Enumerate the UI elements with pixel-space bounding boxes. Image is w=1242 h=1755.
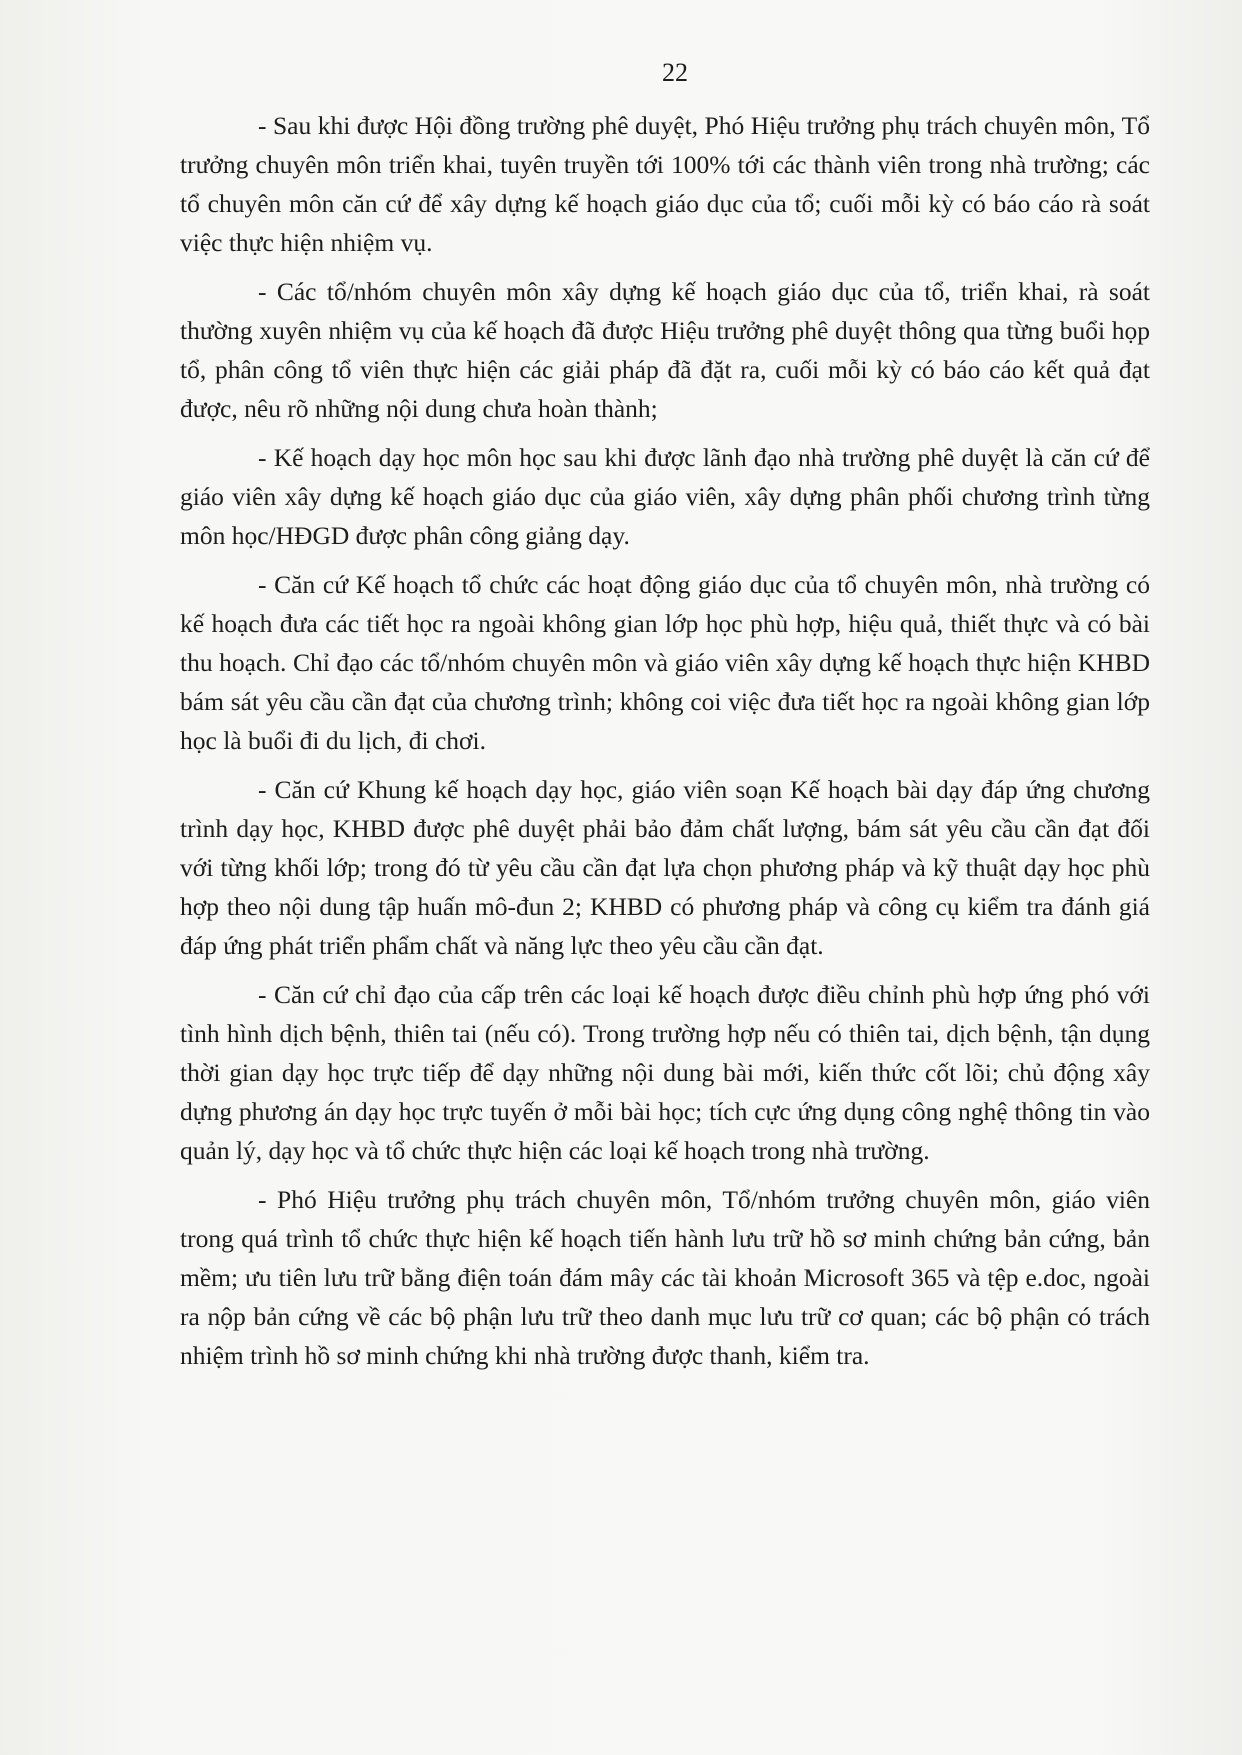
paragraph-2: - Các tổ/nhóm chuyên môn xây dựng kế hoạch giáo dục của tổ, triển khai, rà soát thường xuyên nhiệm vụ của kế hoạch đã được Hiệu trưởng phê duyệt thông qua từng buổi họp tổ, phân công tổ viên thực hiện các giải pháp đã đặt ra, cuối mỗi kỳ có báo cáo kết quả đạt được, nêu rõ những nội dung chưa hoàn thành;	[180, 277, 1150, 423]
paragraph-5: - Căn cứ Khung kế hoạch dạy học, giáo viên soạn Kế hoạch bài dạy đáp ứng chương trình dạy học, KHBD được phê duyệt phải bảo đảm chất lượng, bám sát yêu cầu cần đạt đối với từng khối lớp; trong đó từ yêu cầu cần đạt lựa chọn phương pháp và kỹ thuật dạy học phù hợp theo nội dung tập huấn mô-đun 2; KHBD có phương pháp và công cụ kiểm tra đánh giá đáp ứng phát triển phẩm chất và năng lực theo yêu cầu cần đạt.	[180, 775, 1150, 960]
page-number: 22	[662, 58, 688, 87]
paragraph-3: - Kế hoạch dạy học môn học sau khi được lãnh đạo nhà trường phê duyệt là căn cứ để giáo viên xây dựng kế hoạch giáo dục của giáo viên, xây dựng phân phối chương trình từng môn học/HĐGD được phân công giảng dạy.	[180, 443, 1150, 550]
paragraph-6: - Căn cứ chỉ đạo của cấp trên các loại kế hoạch được điều chỉnh phù hợp ứng phó với tình hình dịch bệnh, thiên tai (nếu có). Trong trường hợp nếu có thiên tai, dịch bệnh, tận dụng thời gian dạy học trực tiếp để dạy những nội dung bài mới, kiến thức cốt lõi; chủ động xây dựng phương án dạy học trực tuyến ở mỗi bài học; tích cực ứng dụng công nghệ thông tin vào quản lý, dạy học và tổ chức thực hiện các loại kế hoạch trong nhà trường.	[180, 980, 1150, 1165]
paragraph-7: - Phó Hiệu trưởng phụ trách chuyên môn, Tổ/nhóm trưởng chuyên môn, giáo viên trong quá trình tổ chức thực hiện kế hoạch tiến hành lưu trữ hồ sơ minh chứng bản cứng, bản mềm; ưu tiên lưu trữ bằng điện toán đám mây các tài khoản Microsoft 365 và tệp e.doc, ngoài ra nộp bản cứng về các bộ phận lưu trữ theo danh mục lưu trữ cơ quan; các bộ phận có trách nhiệm trình hồ sơ minh chứng khi nhà trường được thanh, kiểm tra.	[180, 1185, 1150, 1370]
paragraph-1: - Sau khi được Hội đồng trường phê duyệt, Phó Hiệu trưởng phụ trách chuyên môn, Tổ trưởng chuyên môn triển khai, tuyên truyền tới 100% tới các thành viên trong nhà trường; các tổ chuyên môn căn cứ để xây dựng kế hoạch giáo dục của tổ; cuối mỗi kỳ có báo cáo rà soát việc thực hiện nhiệm vụ.	[180, 111, 1150, 257]
paragraph-4: - Căn cứ Kế hoạch tổ chức các hoạt động giáo dục của tổ chuyên môn, nhà trường có kế hoạch đưa các tiết học ra ngoài không gian lớp học phù hợp, hiệu quả, thiết thực và có bài thu hoạch. Chỉ đạo các tổ/nhóm chuyên môn và giáo viên xây dựng kế hoạch thực hiện KHBD bám sát yêu cầu cần đạt của chương trình; không coi việc đưa tiết học ra ngoài không gian lớp học là buổi đi du lịch, đi chơi.	[180, 570, 1150, 755]
